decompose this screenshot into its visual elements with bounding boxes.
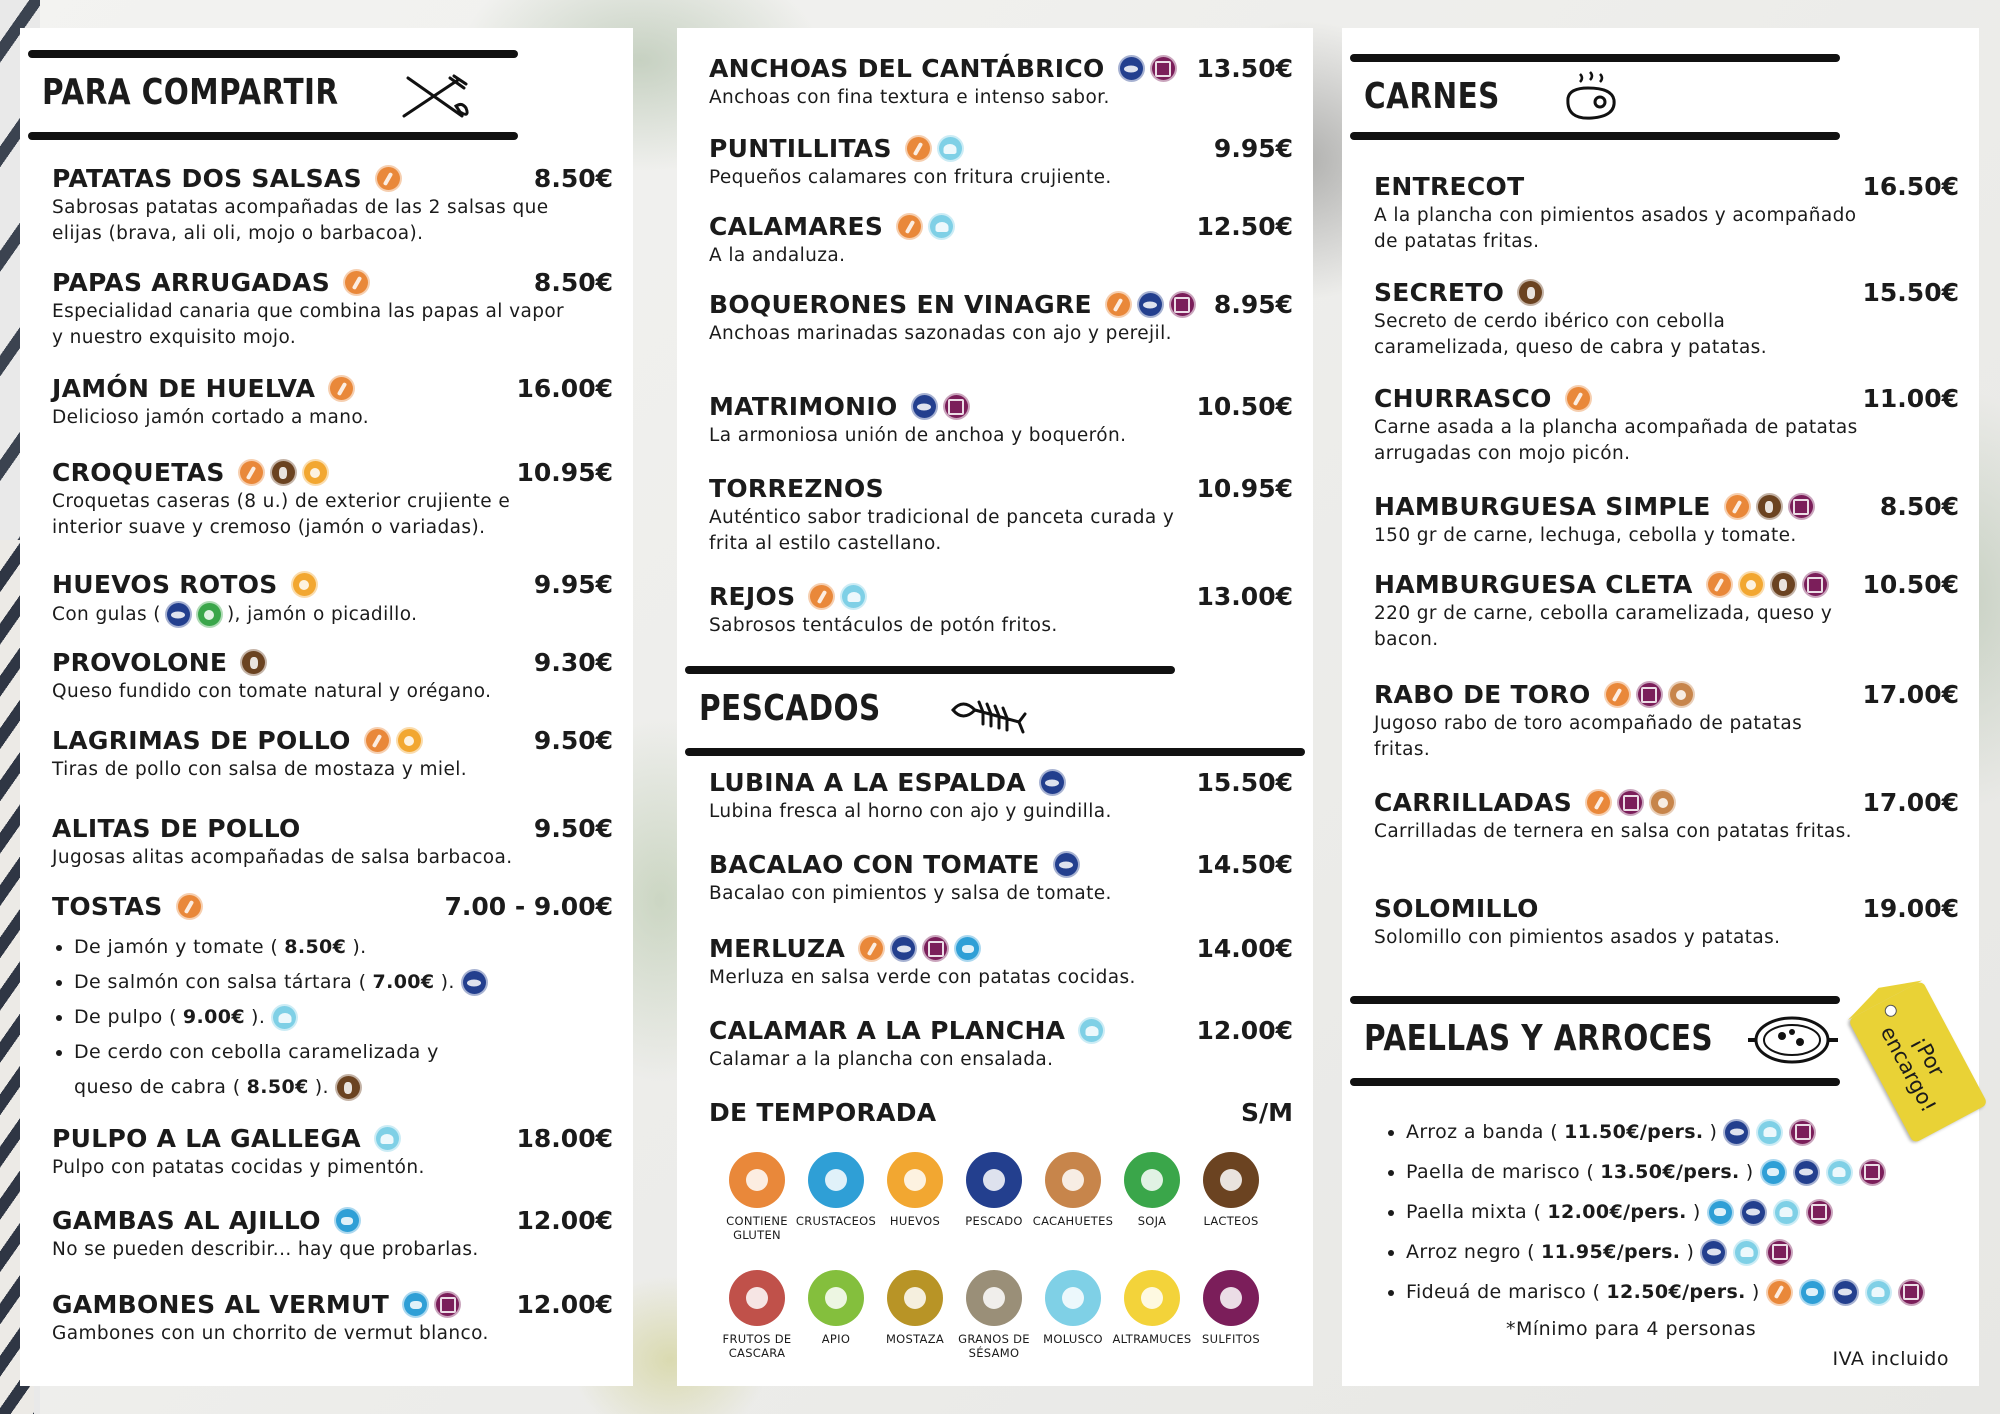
sulf-allergen-icon (1617, 789, 1644, 816)
item-price: 15.50€ (1196, 768, 1293, 797)
bullet-text: ) (1692, 1201, 1701, 1223)
item-name-row (52, 570, 613, 599)
bullet-text: • Paella mixta ( (1406, 1201, 1542, 1223)
menu-item (709, 1016, 1293, 1073)
legend-label: SOJA (1137, 1214, 1167, 1228)
legend-label: FRUTOS DE CASCARA (722, 1332, 792, 1360)
item-name: LAGRIMAS DE POLLO (52, 726, 351, 755)
gluten-allergen-icon (1105, 291, 1132, 318)
pescado-allergen-icon (1053, 851, 1080, 878)
legend-label: HUEVOS (889, 1214, 941, 1228)
item-description: Jugosas alitas acompañadas de salsa barbacoa. (52, 847, 513, 868)
gluten-allergen-icon (375, 165, 402, 192)
sulf-allergen-icon (1766, 1239, 1793, 1266)
bullet-text: • De jamón y tomate ( (74, 936, 279, 958)
bullet-text: ) (1745, 1161, 1754, 1183)
lacteos-legend-icon (1203, 1152, 1259, 1208)
gluten-allergen-icon (1565, 385, 1592, 412)
bullet-item (1406, 1272, 1925, 1312)
bullet-item (74, 930, 488, 965)
bullet-text: ). (440, 971, 455, 993)
menu-item (1374, 278, 1959, 361)
huevos-legend-icon (887, 1152, 943, 1208)
menu-item (52, 726, 613, 783)
item-name: SECRETO (1374, 278, 1505, 307)
item-name: CROQUETAS (52, 458, 225, 487)
item-name: PULPO A LA GALLEGA (52, 1124, 361, 1153)
gluten-legend-icon (729, 1152, 785, 1208)
item-price: 9.50€ (533, 814, 613, 843)
pescado-allergen-icon (165, 601, 192, 628)
huevos-allergen-icon (1738, 571, 1765, 598)
desc-text: ), jamón o picadillo. (226, 603, 418, 625)
crust-allergen-icon (334, 1207, 361, 1234)
menu-item (52, 1206, 613, 1263)
menu-item (1374, 570, 1959, 653)
huevos-allergen-icon (396, 727, 423, 754)
item-name: PROVOLONE (52, 648, 228, 677)
gluten-allergen-icon (328, 375, 355, 402)
sulf-allergen-icon (1150, 55, 1177, 82)
bullet-item (1406, 1192, 1925, 1232)
item-description: 220 gr de carne, cebolla caramelizada, queso y bacon. (1374, 603, 1833, 650)
item-price: 10.50€ (1196, 392, 1293, 421)
item-name-row (1374, 492, 1959, 521)
item-price: 10.95€ (516, 458, 613, 487)
legend-label: MOLUSCO (1043, 1332, 1103, 1346)
item-name: ANCHOAS DEL CANTÁBRICO (709, 54, 1105, 83)
bullet-price: 11.50€/pers. (1564, 1121, 1704, 1143)
menu-item (52, 570, 613, 628)
item-description: Secreto de cerdo ibérico con cebolla caramelizada, queso de cabra y patatas. (1374, 311, 1767, 358)
item-price: 18.00€ (516, 1124, 613, 1153)
item-description: Anchoas marinadas sazonadas con ajo y perejil. (709, 323, 1172, 344)
item-name: CALAMARES (709, 212, 884, 241)
fish-bone-icon (947, 684, 1027, 744)
item-name: HUEVOS ROTOS (52, 570, 278, 599)
cacah-allergen-icon (1668, 681, 1695, 708)
bullet-text: • De cerdo con cebolla caramelizada y (74, 1041, 439, 1063)
item-name: TORREZNOS (709, 474, 884, 503)
menu-item (709, 850, 1293, 907)
bullet-item (1406, 1112, 1925, 1152)
sulf-allergen-icon (922, 935, 949, 962)
item-description: Croquetas caseras (8 u.) de exterior crujiente e interior suave y cremoso (jamón o variadas). (52, 491, 511, 538)
molusco-allergen-icon (374, 1125, 401, 1152)
sulf-allergen-icon (434, 1291, 461, 1318)
legend-label: GRANOS DE SÉSAMO (958, 1332, 1030, 1360)
frutos-legend-icon (729, 1270, 785, 1326)
item-description: Pequeños calamares con fritura crujiente. (709, 167, 1112, 188)
section-title: PESCADOS (699, 688, 881, 729)
lacteos-allergen-icon (1770, 571, 1797, 598)
item-name: PATATAS DOS SALSAS (52, 164, 362, 193)
item-price: 8.95€ (1213, 290, 1293, 319)
molusco-allergen-icon (840, 583, 867, 610)
lacteos-allergen-icon (1756, 493, 1783, 520)
item-description: La armoniosa unión de anchoa y boquerón. (709, 425, 1127, 446)
item-price: 11.00€ (1862, 384, 1959, 413)
gluten-allergen-icon (364, 727, 391, 754)
bullet-price: 8.50€ (246, 1076, 309, 1098)
panel-middle (677, 28, 1313, 1386)
item-name-row (709, 134, 1293, 163)
section-header-carnes (1350, 54, 1870, 144)
sulf-allergen-icon (1859, 1159, 1886, 1186)
pescado-allergen-icon (461, 969, 488, 996)
item-name: ALITAS DE POLLO (52, 814, 301, 843)
item-name: SOLOMILLO (1374, 894, 1539, 923)
lacteos-allergen-icon (270, 459, 297, 486)
menu-item (52, 164, 613, 247)
legend-label: LACTEOS (1203, 1214, 1259, 1228)
bullet-text: • De salmón con salsa tártara ( (74, 971, 367, 993)
menu-item (1374, 894, 1959, 951)
item-name: BOQUERONES EN VINAGRE (709, 290, 1092, 319)
apio-legend-icon (808, 1270, 864, 1326)
item-description: Anchoas con fina textura e intenso sabor. (709, 87, 1110, 108)
pescado-allergen-icon (890, 935, 917, 962)
menu-item (709, 134, 1293, 191)
menu-item (52, 374, 613, 431)
menu-item (52, 648, 613, 705)
bullet-text: ). (251, 1006, 266, 1028)
gluten-allergen-icon (1724, 493, 1751, 520)
cacah-legend-icon (1045, 1152, 1101, 1208)
bullet-item (74, 965, 488, 1000)
crust-legend-icon (808, 1152, 864, 1208)
menu-item (709, 582, 1293, 639)
item-price: 12.00€ (516, 1290, 613, 1319)
bullet-price: 7.00€ (372, 971, 435, 993)
item-name: REJOS (709, 582, 796, 611)
section-title: PARA COMPARTIR (42, 72, 339, 113)
steak-icon (1558, 70, 1622, 130)
item-description: Bacalao con pimientos y salsa de tomate. (709, 883, 1112, 904)
bullet-item (74, 1070, 488, 1105)
legend-label: CACAHUETES (1032, 1214, 1114, 1228)
minimum-note: *Mínimo para 4 personas (1506, 1318, 1757, 1340)
menu-item (52, 458, 613, 541)
item-description: Carrilladas de ternera en salsa con patatas fritas. (1374, 821, 1852, 842)
pescado-allergen-icon (1039, 769, 1066, 796)
molusco-legend-icon (1045, 1270, 1101, 1326)
paellas-list (1366, 1112, 1925, 1312)
bullet-text: • Arroz a banda ( (1406, 1121, 1559, 1143)
bullet-price: 8.50€ (284, 936, 347, 958)
item-name: CALAMAR A LA PLANCHA (709, 1016, 1066, 1045)
menu-item (52, 1290, 613, 1347)
molusco-allergen-icon (271, 1004, 298, 1031)
item-price: 14.00€ (1196, 934, 1293, 963)
item-name-row (709, 290, 1293, 319)
item-description: No se pueden describir... hay que probarlas. (52, 1239, 479, 1260)
pescado-allergen-icon (1723, 1119, 1750, 1146)
molusco-allergen-icon (937, 135, 964, 162)
bullet-price: 9.00€ (182, 1006, 245, 1028)
item-price: 8.50€ (533, 268, 613, 297)
bullet-item (74, 1035, 488, 1070)
sulf-allergen-icon (1806, 1199, 1833, 1226)
sulf-allergen-icon (943, 393, 970, 420)
sulf-allergen-icon (1802, 571, 1829, 598)
item-name: HAMBURGUESA SIMPLE (1374, 492, 1711, 521)
molusco-allergen-icon (1865, 1279, 1892, 1306)
sulf-allergen-icon (1789, 1119, 1816, 1146)
item-name: PAPAS ARRUGADAS (52, 268, 331, 297)
item-price: 16.00€ (516, 374, 613, 403)
legend-label: APIO (821, 1332, 851, 1346)
gluten-allergen-icon (808, 583, 835, 610)
item-name: BACALAO CON TOMATE (709, 850, 1040, 879)
gluten-allergen-icon (1706, 571, 1733, 598)
item-price: 12.00€ (516, 1206, 613, 1235)
pescado-allergen-icon (1137, 291, 1164, 318)
molusco-allergen-icon (1773, 1199, 1800, 1226)
item-name: HAMBURGUESA CLETA (1374, 570, 1693, 599)
huevos-allergen-icon (302, 459, 329, 486)
gluten-allergen-icon (1585, 789, 1612, 816)
bullet-text: ) (1709, 1121, 1718, 1143)
menu-item (709, 934, 1293, 991)
item-name-row (52, 648, 613, 677)
cacah-allergen-icon (1649, 789, 1676, 816)
legend-label: CONTIENE GLUTEN (726, 1214, 788, 1242)
item-price: S/M (1240, 1098, 1293, 1127)
item-name: ENTRECOT (1374, 172, 1525, 201)
section-title: PAELLAS Y ARROCES (1364, 1018, 1714, 1059)
item-price: 9.95€ (1213, 134, 1293, 163)
item-description: Delicioso jamón cortado a mano. (52, 407, 369, 428)
item-name: CARRILLADAS (1374, 788, 1573, 817)
item-name: RABO DE TORO (1374, 680, 1591, 709)
item-description: Queso fundido con tomate natural y orégano. (52, 681, 492, 702)
sesamo-legend-icon (966, 1270, 1022, 1326)
item-name: CHURRASCO (1374, 384, 1552, 413)
item-description: Tiras de pollo con salsa de mostaza y miel. (52, 759, 468, 780)
menu-item (1374, 492, 1959, 549)
item-description: Auténtico sabor tradicional de panceta curada y frita al estilo castellano. (709, 507, 1175, 554)
menu-item (709, 212, 1293, 269)
bullet-text: queso de cabra ( (74, 1076, 241, 1098)
pescado-allergen-icon (911, 393, 938, 420)
cutlery-icon (398, 72, 474, 122)
item-price: 12.00€ (1196, 1016, 1293, 1045)
item-price: 8.50€ (1879, 492, 1959, 521)
gluten-allergen-icon (176, 893, 203, 920)
lacteos-allergen-icon (240, 649, 267, 676)
item-name-row (52, 726, 613, 755)
por-encargo-tag: ¡Por encargo! (1848, 980, 1988, 1143)
sulf-allergen-icon (1898, 1279, 1925, 1306)
menu-item (709, 474, 1293, 557)
gluten-allergen-icon (858, 935, 885, 962)
item-price: 9.30€ (533, 648, 613, 677)
gluten-allergen-icon (238, 459, 265, 486)
huevos-allergen-icon (291, 571, 318, 598)
desc-text: Con gulas ( (52, 603, 161, 625)
item-description: A la plancha con pimientos asados y acompañado de patatas fritas. (1374, 205, 1857, 252)
crust-allergen-icon (402, 1291, 429, 1318)
altram-legend-icon (1124, 1270, 1180, 1326)
gluten-allergen-icon (896, 213, 923, 240)
sulf-allergen-icon (1788, 493, 1815, 520)
gluten-allergen-icon (1604, 681, 1631, 708)
menu-item (1374, 680, 1959, 763)
bullet-text: • Arroz negro ( (1406, 1241, 1535, 1263)
soja-legend-icon (1124, 1152, 1180, 1208)
item-name: GAMBAS AL AJILLO (52, 1206, 321, 1235)
item-price: 7.00 - 9.00€ (444, 892, 613, 921)
pescado-allergen-icon (1793, 1159, 1820, 1186)
item-price: 10.95€ (1196, 474, 1293, 503)
item-name: LUBINA A LA ESPALDA (709, 768, 1026, 797)
item-description (52, 601, 613, 628)
menu-item (52, 1124, 613, 1181)
menu-item (1374, 384, 1959, 467)
section-header-pescados (685, 666, 1205, 756)
item-price: 9.50€ (533, 726, 613, 755)
menu-item (52, 814, 613, 871)
item-description: Sabrosos tentáculos de potón fritos. (709, 615, 1058, 636)
bullet-price: 13.50€/pers. (1600, 1161, 1740, 1183)
pescado-legend-icon (966, 1152, 1022, 1208)
tostas-list (34, 930, 488, 1105)
gluten-allergen-icon (1766, 1279, 1793, 1306)
item-description: Especialidad canaria que combina las papas al vapor y nuestro exquisito mojo. (52, 301, 565, 348)
mostaza-legend-icon (887, 1270, 943, 1326)
item-price: 13.00€ (1196, 582, 1293, 611)
menu-item (709, 392, 1293, 449)
section-title: CARNES (1364, 76, 1500, 117)
item-description: Jugoso rabo de toro acompañado de patatas fritas. (1374, 713, 1803, 760)
menu-item (1374, 788, 1959, 845)
item-price: 13.50€ (1196, 54, 1293, 83)
molusco-allergen-icon (1826, 1159, 1853, 1186)
molusco-allergen-icon (1078, 1017, 1105, 1044)
item-price: 14.50€ (1196, 850, 1293, 879)
menu-item (709, 54, 1293, 111)
item-description: Gambones con un chorrito de vermut blanco. (52, 1323, 489, 1344)
bullet-text: • De pulpo ( (74, 1006, 177, 1028)
item-price: 8.50€ (533, 164, 613, 193)
section-header-paellas (1350, 996, 1870, 1086)
item-name-row (52, 268, 613, 297)
crust-allergen-icon (1707, 1199, 1734, 1226)
item-name: MERLUZA (709, 934, 846, 963)
item-description: Calamar a la plancha con ensalada. (709, 1049, 1054, 1070)
bullet-price: 11.95€/pers. (1540, 1241, 1681, 1263)
bullet-text: ). (352, 936, 367, 958)
item-price: 9.95€ (533, 570, 613, 599)
bullet-price: 12.00€/pers. (1547, 1201, 1687, 1223)
item-name: PUNTILLITAS (709, 134, 892, 163)
molusco-allergen-icon (1756, 1119, 1783, 1146)
item-description: Pulpo con patatas cocidas y pimentón. (52, 1157, 425, 1178)
iva-note: IVA incluido (1832, 1348, 1949, 1370)
menu-item (709, 290, 1293, 347)
bullet-price: 12.50€/pers. (1606, 1281, 1746, 1303)
crust-allergen-icon (954, 935, 981, 962)
item-price: 15.50€ (1862, 278, 1959, 307)
paella-pan-icon (1746, 1004, 1842, 1074)
bullet-item (74, 1000, 488, 1035)
item-description: Merluza en salsa verde con patatas cocidas. (709, 967, 1136, 988)
item-name-row (52, 814, 613, 843)
item-price: 16.50€ (1862, 172, 1959, 201)
gluten-allergen-icon (905, 135, 932, 162)
item-description: A la andaluza. (709, 245, 846, 266)
crust-allergen-icon (1799, 1279, 1826, 1306)
legend-label: PESCADO (965, 1214, 1023, 1228)
item-name: DE TEMPORADA (709, 1098, 937, 1127)
legend-label: CRUSTACEOS (795, 1214, 877, 1228)
item-name-row (709, 1098, 1293, 1127)
gluten-allergen-icon (343, 269, 370, 296)
pescado-allergen-icon (1700, 1239, 1727, 1266)
pescado-allergen-icon (1832, 1279, 1859, 1306)
molusco-allergen-icon (928, 213, 955, 240)
item-description: 150 gr de carne, lechuga, cebolla y tomate. (1374, 525, 1797, 546)
item-price: 17.00€ (1862, 788, 1959, 817)
menu-item (709, 768, 1293, 825)
pescado-allergen-icon (1740, 1199, 1767, 1226)
item-description: Sabrosas patatas acompañadas de las 2 salsas que elijas (brava, ali oli, mojo o barbacoa). (52, 197, 549, 244)
bullet-text: ). (314, 1076, 329, 1098)
section-header-compartir (28, 50, 548, 140)
item-name: MATRIMONIO (709, 392, 898, 421)
legend-label: ALTRAMUCES (1112, 1332, 1192, 1346)
bullet-text: ) (1751, 1281, 1760, 1303)
lacteos-allergen-icon (335, 1074, 362, 1101)
pescado-allergen-icon (1118, 55, 1145, 82)
sulf-legend-icon (1203, 1270, 1259, 1326)
sulf-allergen-icon (1169, 291, 1196, 318)
item-price: 19.00€ (1862, 894, 1959, 923)
item-description: Carne asada a la plancha acompañada de patatas arrugadas con mojo picón. (1374, 417, 1858, 464)
panel-para-compartir (20, 28, 633, 1386)
legend-label: SULFITOS (1202, 1332, 1260, 1346)
soja-allergen-icon (196, 601, 223, 628)
item-price: 10.50€ (1862, 570, 1959, 599)
bullet-item (1406, 1152, 1925, 1192)
bullet-item (1406, 1232, 1925, 1272)
sulf-allergen-icon (1636, 681, 1663, 708)
bullet-text: • Paella de marisco ( (1406, 1161, 1595, 1183)
molusco-allergen-icon (1733, 1239, 1760, 1266)
item-name-row (52, 164, 613, 193)
item-price: 17.00€ (1862, 680, 1959, 709)
bullet-text: ) (1686, 1241, 1695, 1263)
item-name: TOSTAS (52, 892, 163, 921)
menu-item (1374, 172, 1959, 255)
menu-item (52, 892, 613, 921)
crust-allergen-icon (1760, 1159, 1787, 1186)
item-name: GAMBONES AL VERMUT (52, 1290, 390, 1319)
item-name: JAMÓN DE HUELVA (52, 374, 316, 403)
menu-item (709, 1098, 1293, 1127)
menu-item (52, 268, 613, 351)
panel-right (1342, 28, 1979, 1386)
item-description: Lubina fresca al horno con ajo y guindilla. (709, 801, 1112, 822)
bullet-text: • Fideuá de marisco ( (1406, 1281, 1601, 1303)
lacteos-allergen-icon (1517, 279, 1544, 306)
legend-label: MOSTAZA (885, 1332, 945, 1346)
item-price: 12.50€ (1196, 212, 1293, 241)
item-description: Solomillo con pimientos asados y patatas. (1374, 927, 1781, 948)
